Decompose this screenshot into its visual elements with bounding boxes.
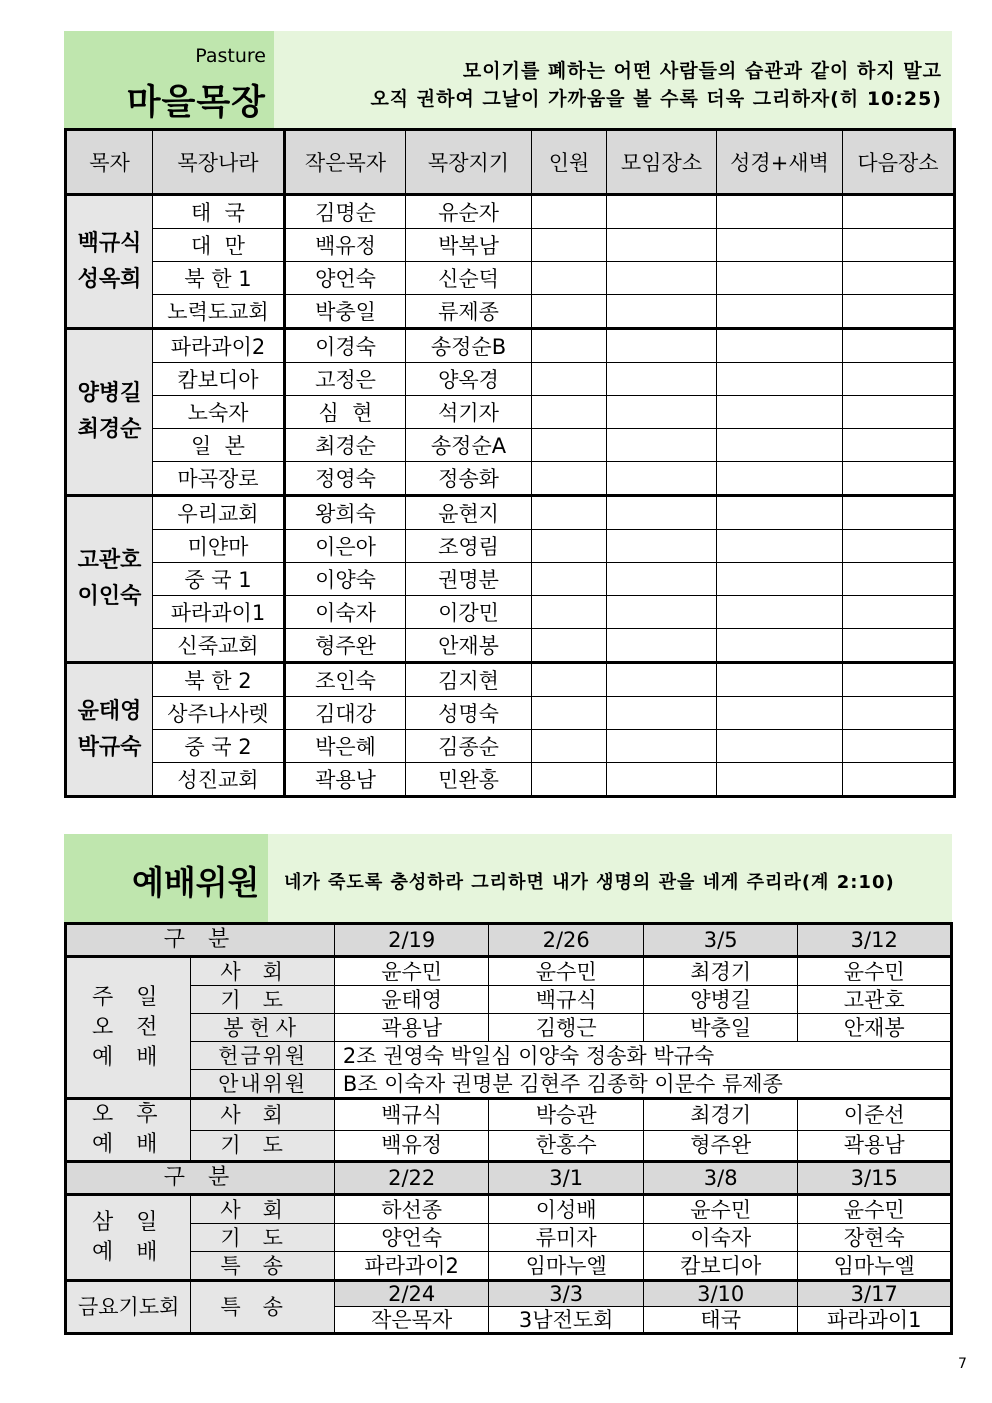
cell: 윤수민 — [643, 1195, 798, 1224]
date-cell: 2/22 — [334, 1162, 489, 1195]
pasture-name-cell: 중 국 2 — [153, 730, 285, 763]
small-shepherd-cell: 김대강 — [285, 697, 406, 730]
table-row — [66, 1195, 952, 1224]
empty-cell — [843, 462, 955, 496]
pastor-cell: 윤태영 박규숙 — [66, 663, 153, 797]
pastor-cell: 고관호 이인숙 — [66, 496, 153, 663]
keeper-cell: 유순자 — [406, 195, 532, 229]
role-label: 특송 — [191, 1252, 334, 1281]
pasture-name-cell: 파라과이2 — [153, 329, 285, 363]
small-shepherd-cell: 이은아 — [285, 530, 406, 563]
small-shepherd-cell: 고정은 — [285, 363, 406, 396]
section-title: 마을목장 — [126, 83, 266, 123]
pasture-name-cell: 신죽교회 — [153, 629, 285, 663]
cell: 윤수민 — [798, 957, 952, 986]
date-cell: 2/19 — [334, 924, 489, 957]
keeper-cell: 정송화 — [406, 462, 532, 496]
empty-cell — [717, 396, 843, 429]
table-row — [66, 596, 955, 629]
empty-cell — [843, 496, 955, 530]
empty-cell — [607, 462, 717, 496]
small-shepherd-cell: 김명순 — [285, 195, 406, 229]
header-tab — [64, 31, 274, 129]
table-row — [66, 1014, 952, 1042]
pasture-table — [64, 128, 956, 798]
table-row — [66, 396, 955, 429]
empty-cell — [607, 396, 717, 429]
usher-team-cell: B조 이숙자 권명분 김현주 김종학 이문수 류제종 — [334, 1070, 951, 1099]
date-cell: 2/26 — [489, 924, 644, 957]
keeper-cell: 권명분 — [406, 563, 532, 596]
cell: 윤수민 — [334, 957, 489, 986]
cell: 윤수민 — [798, 1195, 952, 1224]
empty-cell — [717, 363, 843, 396]
empty-cell — [843, 295, 955, 329]
keeper-cell: 조영림 — [406, 530, 532, 563]
keeper-cell: 윤현지 — [406, 496, 532, 530]
pasture-name-cell: 노숙자 — [153, 396, 285, 429]
table-row — [66, 629, 955, 663]
date-cell: 3/8 — [643, 1162, 798, 1195]
empty-cell — [532, 262, 607, 295]
empty-cell — [717, 429, 843, 462]
empty-cell — [843, 329, 955, 363]
empty-cell — [532, 730, 607, 763]
wednesday-date-row — [66, 1162, 952, 1195]
empty-cell — [607, 730, 717, 763]
date-cell: 3/1 — [489, 1162, 644, 1195]
empty-cell — [717, 496, 843, 530]
cell: 윤태영 — [334, 986, 489, 1014]
cell: 백규식 — [334, 1099, 489, 1131]
table-row — [66, 530, 955, 563]
empty-cell — [717, 329, 843, 363]
role-label: 기도 — [191, 1224, 334, 1252]
cell: 형주완 — [643, 1130, 798, 1162]
empty-cell — [843, 629, 955, 663]
small-shepherd-cell: 이경숙 — [285, 329, 406, 363]
keeper-cell: 이강민 — [406, 596, 532, 629]
empty-cell — [607, 563, 717, 596]
empty-cell — [607, 329, 717, 363]
pasture-name-cell: 우리교회 — [153, 496, 285, 530]
date-cell: 3/3 — [489, 1281, 644, 1307]
table-row — [66, 295, 955, 329]
pasture-name-cell: 일 본 — [153, 429, 285, 462]
keeper-cell: 신순덕 — [406, 262, 532, 295]
empty-cell — [607, 295, 717, 329]
empty-cell — [607, 429, 717, 462]
empty-cell — [843, 596, 955, 629]
col-header: 성경+새벽 — [717, 130, 843, 195]
pasture-name-cell: 성진교회 — [153, 763, 285, 797]
small-shepherd-cell: 조인숙 — [285, 663, 406, 697]
empty-cell — [532, 195, 607, 229]
small-shepherd-cell: 곽용남 — [285, 763, 406, 797]
date-cell: 3/12 — [798, 924, 952, 957]
empty-cell — [717, 763, 843, 797]
pasture-name-cell: 미얀마 — [153, 530, 285, 563]
cell: 장현숙 — [798, 1224, 952, 1252]
cell: 임마누엘 — [489, 1252, 644, 1281]
table-row — [66, 329, 955, 363]
small-shepherd-cell: 이양숙 — [285, 563, 406, 596]
keeper-cell: 양옥경 — [406, 363, 532, 396]
empty-cell — [717, 629, 843, 663]
keeper-cell: 김지현 — [406, 663, 532, 697]
table-row — [66, 363, 955, 396]
col-header: 모임장소 — [607, 130, 717, 195]
empty-cell — [843, 195, 955, 229]
role-label: 기도 — [191, 986, 334, 1014]
empty-cell — [607, 363, 717, 396]
empty-cell — [532, 563, 607, 596]
scripture-verse: 모이기를 폐하는 어떤 사람들의 습관과 같이 하지 말고 오직 권하여 그날이 가까움을 볼 수록 더욱 그리하자(히 10:25) — [370, 60, 942, 110]
empty-cell — [607, 629, 717, 663]
empty-cell — [717, 730, 843, 763]
empty-cell — [532, 229, 607, 262]
table-row — [66, 986, 952, 1014]
empty-cell — [843, 697, 955, 730]
section-title: 예배위원 — [132, 863, 260, 902]
table-row — [66, 429, 955, 462]
empty-cell — [532, 629, 607, 663]
pastor-cell: 양병길 최경순 — [66, 329, 153, 496]
empty-cell — [532, 697, 607, 730]
empty-cell — [532, 462, 607, 496]
table-row — [66, 462, 955, 496]
cell: 이준선 — [798, 1099, 952, 1131]
small-shepherd-cell: 심 현 — [285, 396, 406, 429]
role-label: 사회 — [191, 957, 334, 986]
friday-date-row — [66, 1281, 952, 1307]
empty-cell — [843, 563, 955, 596]
section-subtitle: Pasture — [195, 45, 266, 67]
empty-cell — [843, 429, 955, 462]
scripture-verse: 네가 죽도록 충성하라 그리하면 내가 생명의 관을 네게 주리라(계 2:10) — [284, 872, 895, 893]
table-row — [66, 229, 955, 262]
empty-cell — [532, 363, 607, 396]
cell: 백규식 — [489, 986, 644, 1014]
offering-team-cell: 2조 권영숙 박일심 이양숙 정송화 박규숙 — [334, 1042, 951, 1070]
keeper-cell: 류제종 — [406, 295, 532, 329]
cell: 3남전도회 — [489, 1307, 644, 1334]
role-label: 봉헌사 — [191, 1014, 334, 1042]
keeper-cell: 석기자 — [406, 396, 532, 429]
pasture-name-cell: 북 한 1 — [153, 262, 285, 295]
empty-cell — [607, 596, 717, 629]
empty-cell — [532, 530, 607, 563]
empty-cell — [843, 530, 955, 563]
empty-cell — [843, 730, 955, 763]
cell: 최경기 — [643, 957, 798, 986]
empty-cell — [717, 663, 843, 697]
pasture-name-cell: 상주나사렛 — [153, 697, 285, 730]
col-header: 다음장소 — [843, 130, 955, 195]
empty-cell — [532, 329, 607, 363]
cell: 양언숙 — [334, 1224, 489, 1252]
cell: 이숙자 — [643, 1224, 798, 1252]
date-cell: 3/10 — [643, 1281, 798, 1307]
table-header-row — [66, 130, 955, 195]
empty-cell — [607, 763, 717, 797]
empty-cell — [717, 229, 843, 262]
empty-cell — [607, 496, 717, 530]
small-shepherd-cell: 이숙자 — [285, 596, 406, 629]
sunday-date-row — [66, 924, 952, 957]
empty-cell — [607, 530, 717, 563]
cell: 곽용남 — [334, 1014, 489, 1042]
cell: 하선종 — [334, 1195, 489, 1224]
table-row — [66, 1042, 952, 1070]
cell: 태국 — [643, 1307, 798, 1334]
keeper-cell: 박복남 — [406, 229, 532, 262]
cell: 작은목자 — [334, 1307, 489, 1334]
pastor-cell: 백규식 성옥희 — [66, 195, 153, 329]
pasture-name-cell: 마곡장로 — [153, 462, 285, 496]
cell: 김행근 — [489, 1014, 644, 1042]
pasture-name-cell: 중 국 1 — [153, 563, 285, 596]
role-label: 안내위원 — [191, 1070, 334, 1099]
date-cell: 2/24 — [334, 1281, 489, 1307]
keeper-cell: 송정순B — [406, 329, 532, 363]
pasture-name-cell: 태 국 — [153, 195, 285, 229]
empty-cell — [532, 429, 607, 462]
empty-cell — [532, 663, 607, 697]
table-row — [66, 697, 955, 730]
date-cell: 3/17 — [798, 1281, 952, 1307]
table-row — [66, 663, 955, 697]
gubun-label: 구 분 — [66, 1162, 335, 1195]
role-label: 헌금위원 — [191, 1042, 334, 1070]
empty-cell — [607, 663, 717, 697]
cell: 최경기 — [643, 1099, 798, 1131]
small-shepherd-cell: 형주완 — [285, 629, 406, 663]
empty-cell — [843, 363, 955, 396]
cell: 윤수민 — [489, 957, 644, 986]
cell: 이성배 — [489, 1195, 644, 1224]
table-row — [66, 1099, 952, 1131]
worship-committee-table — [64, 922, 953, 1335]
empty-cell — [717, 295, 843, 329]
cell: 파라과이1 — [798, 1307, 952, 1334]
sunday-afternoon-label: 오 후 예 배 — [66, 1099, 191, 1162]
pasture-name-cell: 파라과이1 — [153, 596, 285, 629]
pasture-name-cell: 대 만 — [153, 229, 285, 262]
table-row — [66, 1252, 952, 1281]
keeper-cell: 송정순A — [406, 429, 532, 462]
empty-cell — [607, 195, 717, 229]
pasture-name-cell: 캄보디아 — [153, 363, 285, 396]
role-label: 사회 — [191, 1195, 334, 1224]
section-header-worship — [64, 834, 952, 922]
small-shepherd-cell: 최경순 — [285, 429, 406, 462]
keeper-cell: 안재봉 — [406, 629, 532, 663]
table-row — [66, 496, 955, 530]
role-label: 사회 — [191, 1099, 334, 1131]
empty-cell — [532, 596, 607, 629]
small-shepherd-cell: 양언숙 — [285, 262, 406, 295]
empty-cell — [607, 229, 717, 262]
small-shepherd-cell: 박은혜 — [285, 730, 406, 763]
date-cell: 3/5 — [643, 924, 798, 957]
cell: 박충일 — [643, 1014, 798, 1042]
table-row — [66, 195, 955, 229]
table-row — [66, 957, 952, 986]
cell: 캄보디아 — [643, 1252, 798, 1281]
wednesday-service-label: 삼 일 예 배 — [66, 1195, 191, 1281]
cell: 한홍수 — [489, 1130, 644, 1162]
cell: 곽용남 — [798, 1130, 952, 1162]
empty-cell — [843, 396, 955, 429]
empty-cell — [843, 229, 955, 262]
keeper-cell: 김종순 — [406, 730, 532, 763]
table-row — [66, 262, 955, 295]
cell: 파라과이2 — [334, 1252, 489, 1281]
table-row — [66, 763, 955, 797]
gubun-label: 구 분 — [66, 924, 335, 957]
sunday-morning-label: 주 일 오 전 예 배 — [66, 957, 191, 1099]
empty-cell — [843, 663, 955, 697]
empty-cell — [717, 697, 843, 730]
role-label: 특송 — [191, 1281, 334, 1334]
keeper-cell: 성명숙 — [406, 697, 532, 730]
cell: 안재봉 — [798, 1014, 952, 1042]
date-cell: 3/15 — [798, 1162, 952, 1195]
small-shepherd-cell: 정영숙 — [285, 462, 406, 496]
page-number: 7 — [958, 1356, 967, 1372]
empty-cell — [532, 295, 607, 329]
table-row — [66, 1224, 952, 1252]
table-row — [66, 563, 955, 596]
cell: 박승관 — [489, 1099, 644, 1131]
cell: 고관호 — [798, 986, 952, 1014]
empty-cell — [717, 596, 843, 629]
role-label: 기도 — [191, 1130, 334, 1162]
empty-cell — [843, 763, 955, 797]
col-header: 작은목자 — [285, 130, 406, 195]
empty-cell — [717, 195, 843, 229]
cell: 류미자 — [489, 1224, 644, 1252]
empty-cell — [717, 262, 843, 295]
cell: 임마누엘 — [798, 1252, 952, 1281]
col-header: 목장나라 — [153, 130, 285, 195]
empty-cell — [532, 496, 607, 530]
cell: 양병길 — [643, 986, 798, 1014]
small-shepherd-cell: 백유정 — [285, 229, 406, 262]
empty-cell — [607, 697, 717, 730]
table-row — [66, 730, 955, 763]
empty-cell — [717, 563, 843, 596]
pasture-name-cell: 노력도교회 — [153, 295, 285, 329]
small-shepherd-cell: 박충일 — [285, 295, 406, 329]
table-row — [66, 1130, 952, 1162]
empty-cell — [607, 262, 717, 295]
empty-cell — [532, 396, 607, 429]
table-row — [66, 1070, 952, 1099]
col-header: 목자 — [66, 130, 153, 195]
friday-service-label: 금요기도회 — [66, 1281, 191, 1334]
cell: 백유정 — [334, 1130, 489, 1162]
empty-cell — [532, 763, 607, 797]
empty-cell — [717, 530, 843, 563]
small-shepherd-cell: 왕희숙 — [285, 496, 406, 530]
pasture-name-cell: 북 한 2 — [153, 663, 285, 697]
section-header-pasture — [64, 31, 952, 129]
empty-cell — [717, 462, 843, 496]
col-header: 인원 — [532, 130, 607, 195]
keeper-cell: 민완홍 — [406, 763, 532, 797]
col-header: 목장지기 — [406, 130, 532, 195]
empty-cell — [843, 262, 955, 295]
